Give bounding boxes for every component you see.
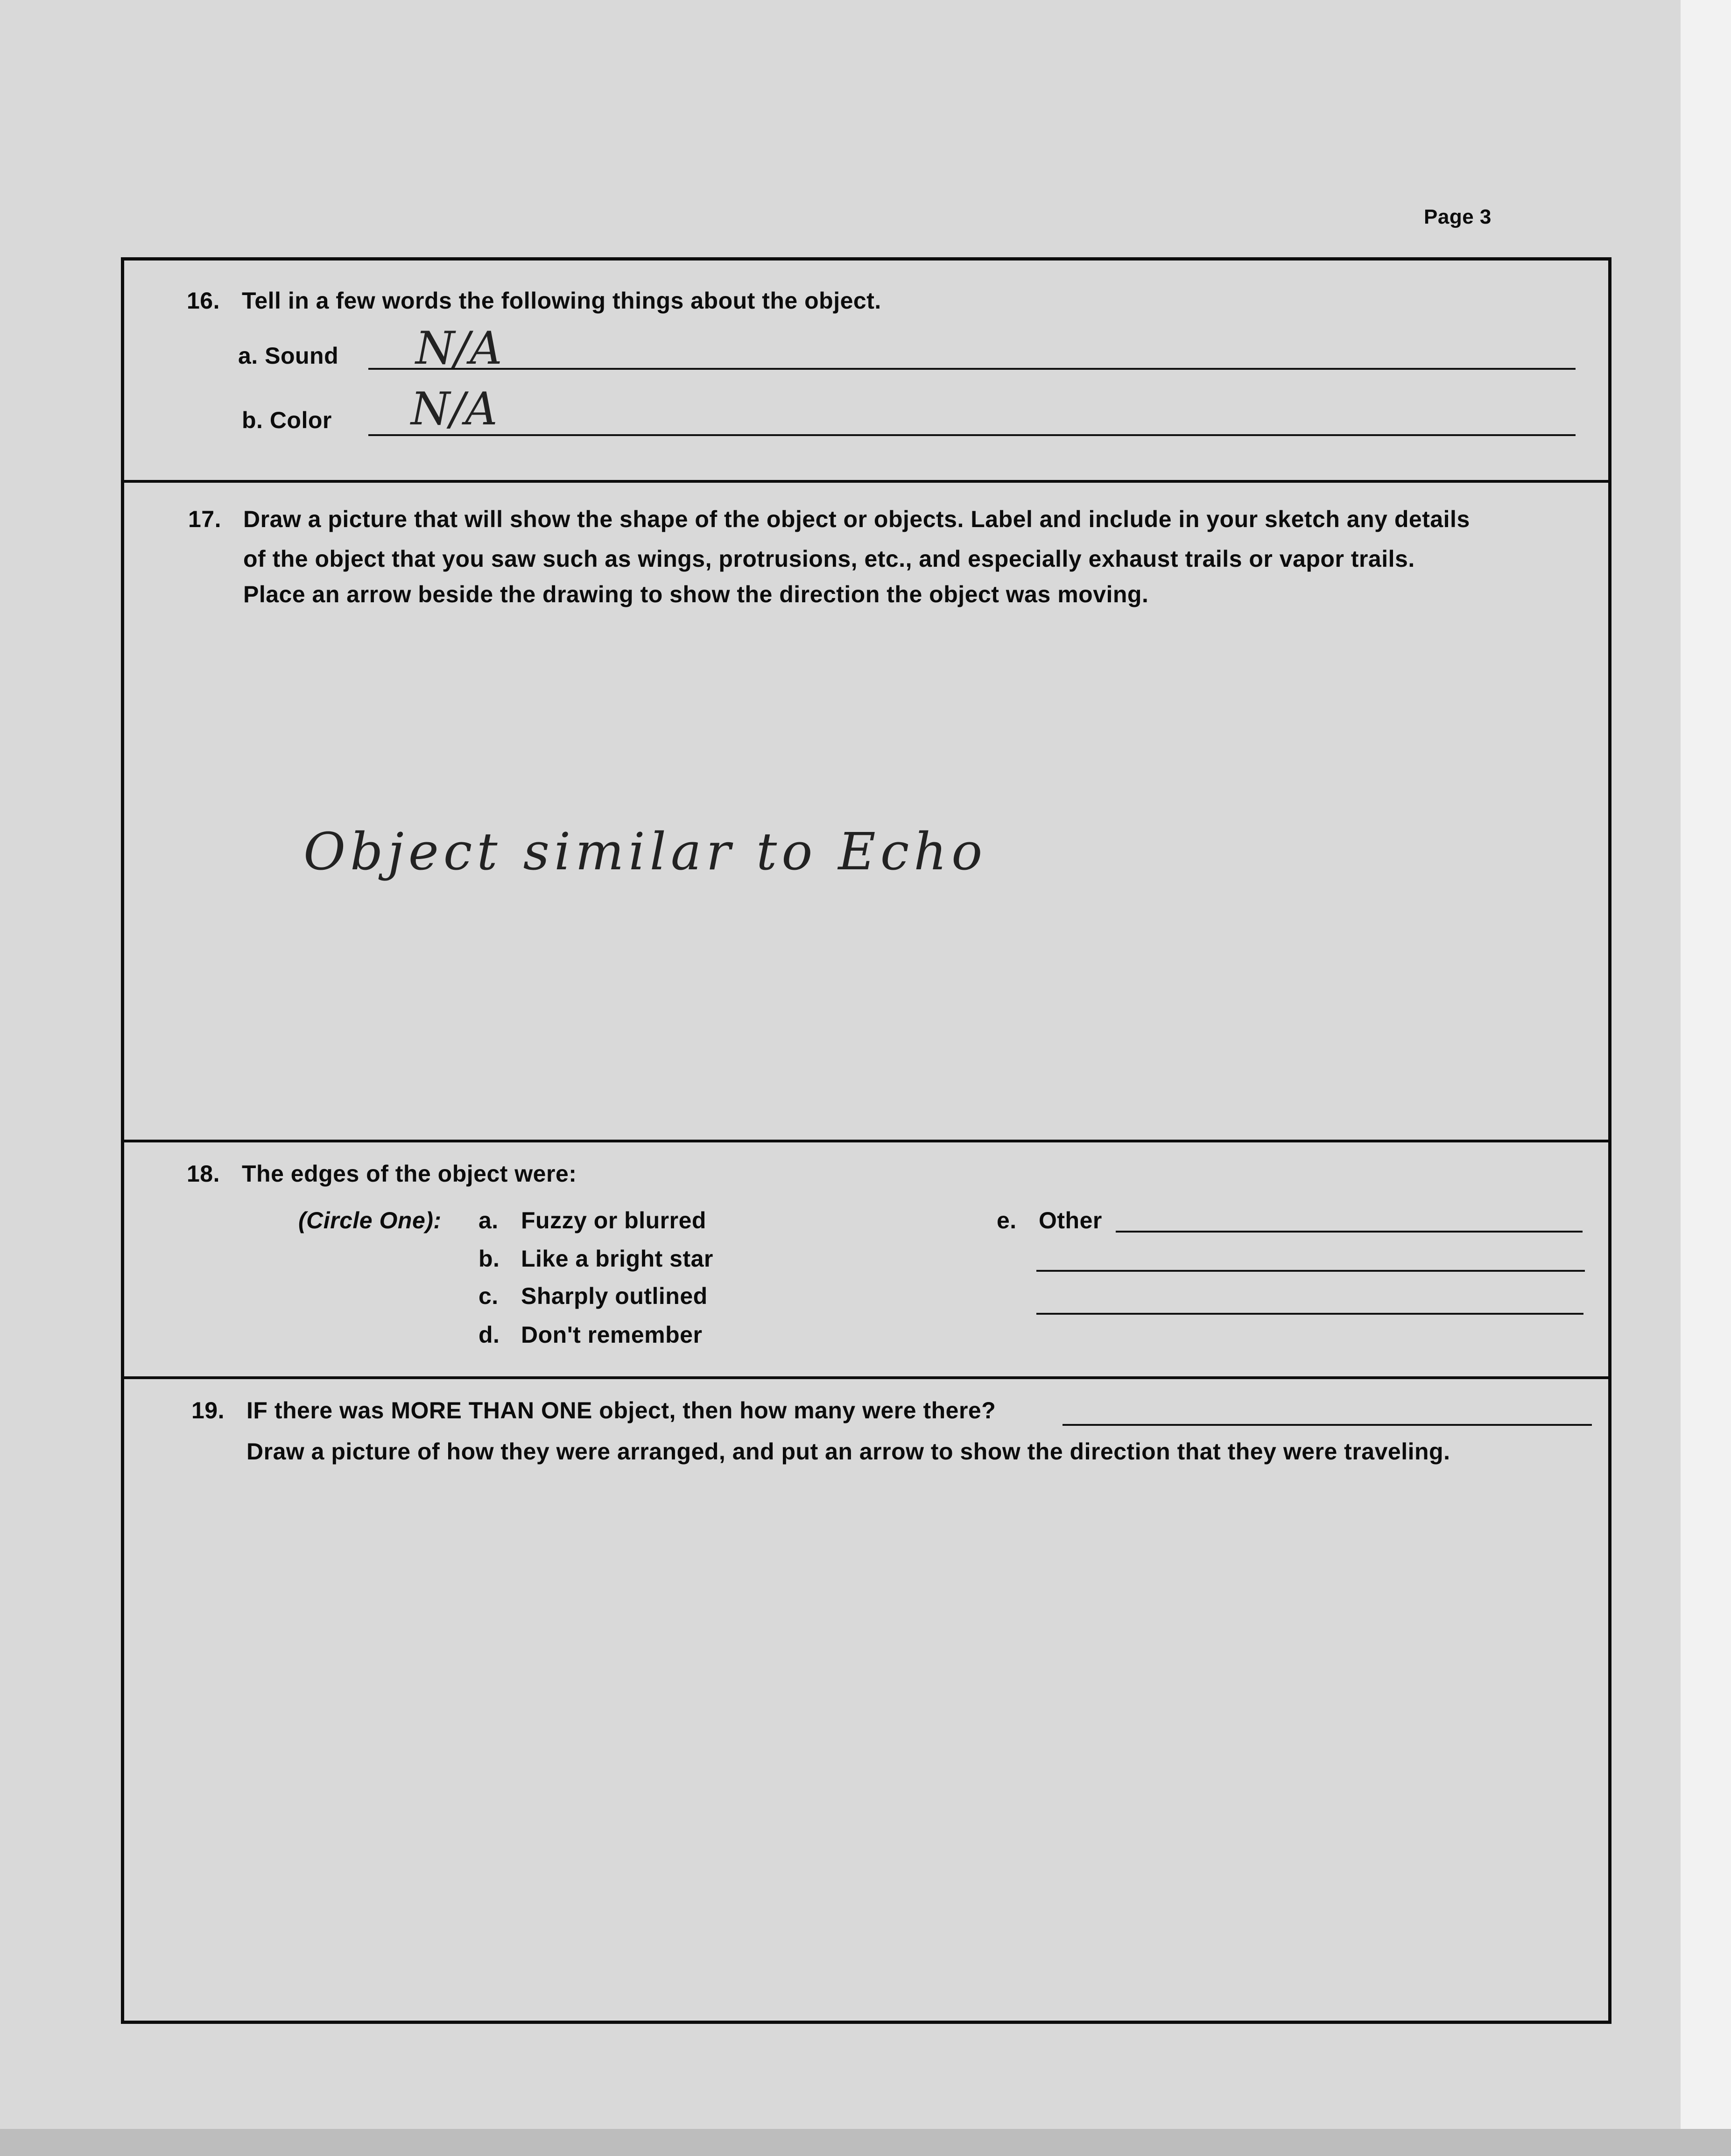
scan-border <box>0 2129 1731 2156</box>
divider-16-17 <box>121 480 1611 483</box>
q16-sound-label: a. Sound <box>238 343 339 369</box>
color-answer-line <box>368 434 1576 436</box>
q18-instruction: (Circle One): <box>298 1207 442 1233</box>
divider-18-19 <box>121 1376 1611 1379</box>
color-answer: N/A <box>411 383 498 435</box>
divider-17-18 <box>121 1140 1611 1142</box>
q18-prompt: The edges of the object were: <box>242 1161 577 1187</box>
q16-color-label: b. Color <box>242 407 332 433</box>
option-e-letter: e. <box>997 1207 1017 1233</box>
option-d[interactable]: Don't remember <box>521 1322 703 1348</box>
handwritten-sketch-note: Object similar to Echo <box>303 822 987 881</box>
q19-line-1: IF there was MORE THAN ONE object, then how many were there? <box>246 1397 996 1423</box>
q18-number: 18. <box>187 1161 220 1187</box>
option-a[interactable]: Fuzzy or blurred <box>521 1207 706 1233</box>
q16-number: 16. <box>187 288 220 314</box>
q17-line-2: of the object that you saw such as wings, protrusions, etc., and especially exhaust trails or vapor trails. <box>243 546 1415 572</box>
sound-answer: N/A <box>415 322 502 374</box>
option-d-letter: d. <box>478 1322 500 1348</box>
page-number: Page 3 <box>1424 205 1492 228</box>
option-e-other[interactable]: Other <box>1039 1207 1102 1233</box>
sound-answer-line <box>368 368 1576 370</box>
count-answer-line[interactable] <box>1063 1424 1592 1426</box>
other-line-1[interactable] <box>1116 1231 1583 1233</box>
other-line-3[interactable] <box>1036 1313 1583 1315</box>
q17-line-1: Draw a picture that will show the shape of the object or objects. Label and include in your sketch any details <box>243 506 1470 532</box>
option-b-letter: b. <box>478 1246 500 1272</box>
paper-edge <box>1681 0 1731 2156</box>
q16-prompt: Tell in a few words the following things about the object. <box>242 288 881 314</box>
q17-number: 17. <box>188 506 222 532</box>
q19-number: 19. <box>191 1397 225 1423</box>
other-line-2[interactable] <box>1036 1270 1585 1272</box>
option-c-letter: c. <box>478 1283 499 1309</box>
option-a-letter: a. <box>478 1207 499 1233</box>
option-c[interactable]: Sharply outlined <box>521 1283 708 1309</box>
q19-line-2: Draw a picture of how they were arranged, and put an arrow to show the direction that they were traveling. <box>246 1438 1450 1465</box>
q17-line-3: Place an arrow beside the drawing to show the direction the object was moving. <box>243 581 1149 607</box>
option-b[interactable]: Like a bright star <box>521 1246 713 1272</box>
